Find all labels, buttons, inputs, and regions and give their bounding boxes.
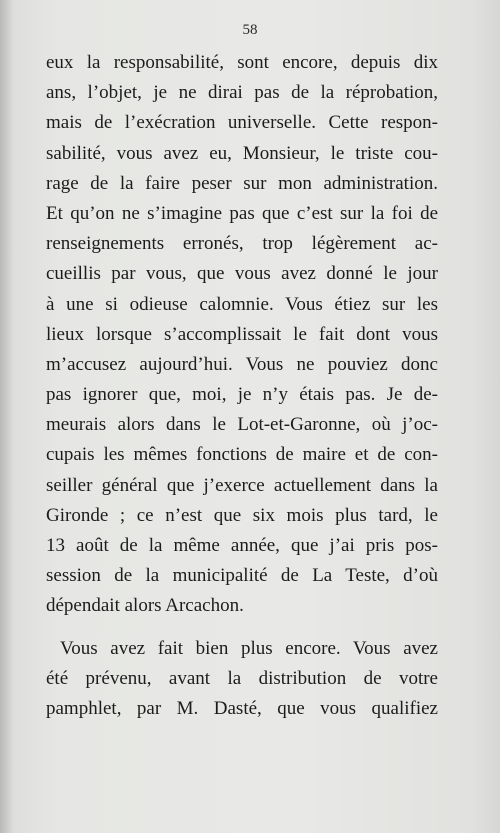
text-line: cueillis par vous, que vous avez donné le jour — [46, 263, 438, 285]
text-line: sabilité, vous avez eu, Monsieur, le triste cou- — [46, 142, 438, 164]
text-line: m’accusez aujourd’hui. Vous ne pouviez donc — [46, 353, 438, 375]
text-line: pamphlet, par M. Dasté, que vous qualifiez — [46, 697, 438, 719]
text-line: eux la responsabilité, sont encore, depuis dix — [46, 52, 438, 73]
text-line: été prévenu, avant la distribution de votre — [46, 667, 438, 689]
page-number: 58 — [242, 22, 258, 38]
text-line: dépendait alors Arcachon. — [46, 595, 244, 617]
text-line: lieux lorsque s’accomplissait le fait dont vous — [46, 323, 438, 345]
text-line: cupais les mêmes fonctions de maire et de con- — [46, 444, 438, 466]
text-line: pas ignorer que, moi, je n’y étais pas. Je de- — [46, 384, 438, 406]
text-line: rage de la faire peser sur mon administration. — [46, 172, 438, 194]
text-line: Et qu’on ne s’imagine pas que c’est sur la foi de — [46, 202, 438, 224]
text-line: ans, l’objet, je ne dirai pas de la réprobation, — [46, 82, 438, 104]
text-line: renseignements erronés, trop légèrement ac- — [46, 233, 438, 255]
text-line: à une si odieuse calomnie. Vous étiez sur les — [46, 293, 438, 315]
text-line: Gironde ; ce n’est que six mois plus tard, le — [46, 504, 438, 526]
paragraph-2 — [46, 634, 438, 725]
text-line: mais de l’exécration universelle. Cette respon- — [46, 112, 438, 134]
text-line: session de la municipalité de La Teste, d’où — [46, 565, 438, 587]
body-text — [46, 48, 438, 724]
text-line: meurais alors dans le Lot-et-Garonne, où j’oc- — [46, 414, 438, 436]
text-line: Vous avez fait bien plus encore. Vous avez — [60, 637, 438, 659]
paragraph-1 — [46, 48, 438, 622]
text-line: seiller général que j’exerce actuellement dans la — [46, 474, 438, 496]
text-line: 13 août de la même année, que j’ai pris pos- — [46, 535, 438, 556]
paragraph-gap — [46, 622, 438, 634]
